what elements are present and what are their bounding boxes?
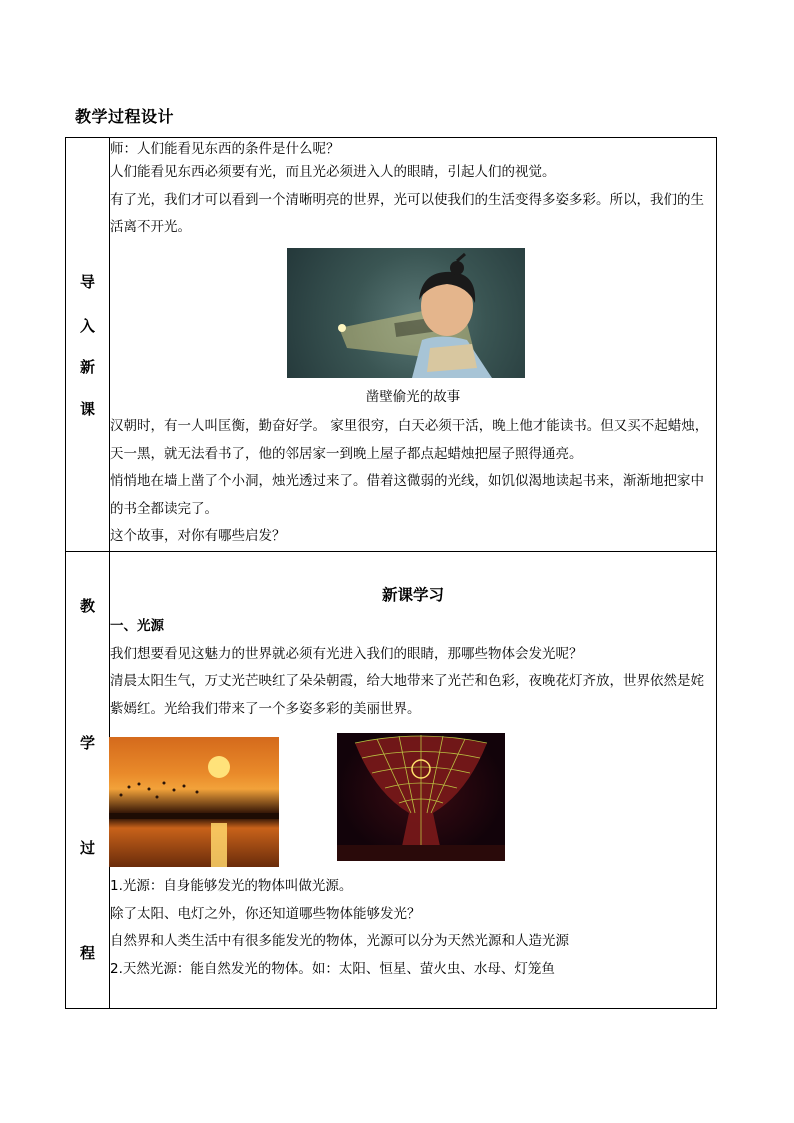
natural-light-source: 2.天然光源：能自然发光的物体。如：太阳、恒星、萤火虫、水母、灯笼鱼 (110, 960, 555, 977)
intro-content-cell (110, 138, 717, 552)
sunset-photo (109, 737, 279, 867)
story-illustration (287, 248, 525, 378)
intro-label-char: 入 (79, 317, 95, 335)
intro-label-cell (66, 138, 110, 552)
section-title: 新课学习 (381, 585, 444, 604)
page-heading: 教学过程设计 (75, 107, 175, 126)
definition-light-source: 1.光源：自身能够发光的物体叫做光源。 (110, 878, 353, 894)
figure-caption: 凿壁偷光的故事 (365, 388, 461, 405)
intro-row (66, 138, 717, 552)
classification-paragraph: 自然界和人类生活中有很多能发光的物体，光源可以分为天然光源和人造光源 (110, 933, 569, 949)
story-paragraph: 悄悄地在墙上凿了个小洞，烛光透过来了。借着这微弱的光线，如饥似渴地读起书来，渐渐地把家中的书全都读完了。 (110, 473, 704, 517)
lesson-content-cell (110, 551, 717, 1008)
lesson-paragraph: 清晨太阳生气，万丈光芒映红了朵朵朝霞，给大地带来了光芒和色彩，夜晚花灯齐放，世界依然是姹紫嫣红。光给我们带来了一个多姿多彩的美丽世界。 (110, 673, 704, 717)
intro-label-char: 新 (79, 358, 95, 376)
light-source-photos (110, 733, 716, 873)
lesson-paragraph: 我们想要看见这魅力的世界就必须有光进入我们的眼睛，那哪些物体会发光呢？ (110, 645, 583, 662)
boy-reading-illustration (287, 248, 525, 378)
intro-label-char: 导 (79, 273, 95, 291)
lesson-label-char: 程 (79, 943, 95, 962)
intro-paragraph: 有了光，我们才可以看到一个清晰明亮的世界，光可以使我们的生活变得多姿多彩。所以，我们的生活离不开光。 (110, 191, 704, 235)
story-question: 这个故事，对你有哪些启发？ (110, 528, 286, 544)
intro-label-char: 课 (79, 400, 95, 418)
lantern-tower-photo (337, 733, 505, 861)
story-paragraph: 汉朝时，有一人叫匡衡，勤奋好学。 家里很穷，白天必须干活，晚上他才能读书。但又买不起蜡烛，天一黑，就无法看书了，他的邻居家一到晚上屋子都点起蜡烛把屋子照得通亮。 (110, 418, 709, 462)
lesson-label-char: 学 (79, 733, 95, 752)
lesson-label-char: 过 (79, 838, 95, 857)
lesson-table (65, 137, 717, 1009)
subsection-title: 一、光源 (110, 618, 164, 634)
intro-paragraph: 人们能看见东西必须要有光，而且光必须进入人的眼睛，引起人们的视觉。 (110, 164, 556, 180)
lesson-row (66, 551, 717, 1008)
question-paragraph: 除了太阳、电灯之外，你还知道哪些物体能够发光？ (110, 905, 421, 922)
teacher-question: 师：人们能看见东西的条件是什么呢？ (110, 141, 340, 157)
lesson-label-cell (66, 551, 110, 1008)
lesson-label-char: 教 (79, 596, 95, 615)
